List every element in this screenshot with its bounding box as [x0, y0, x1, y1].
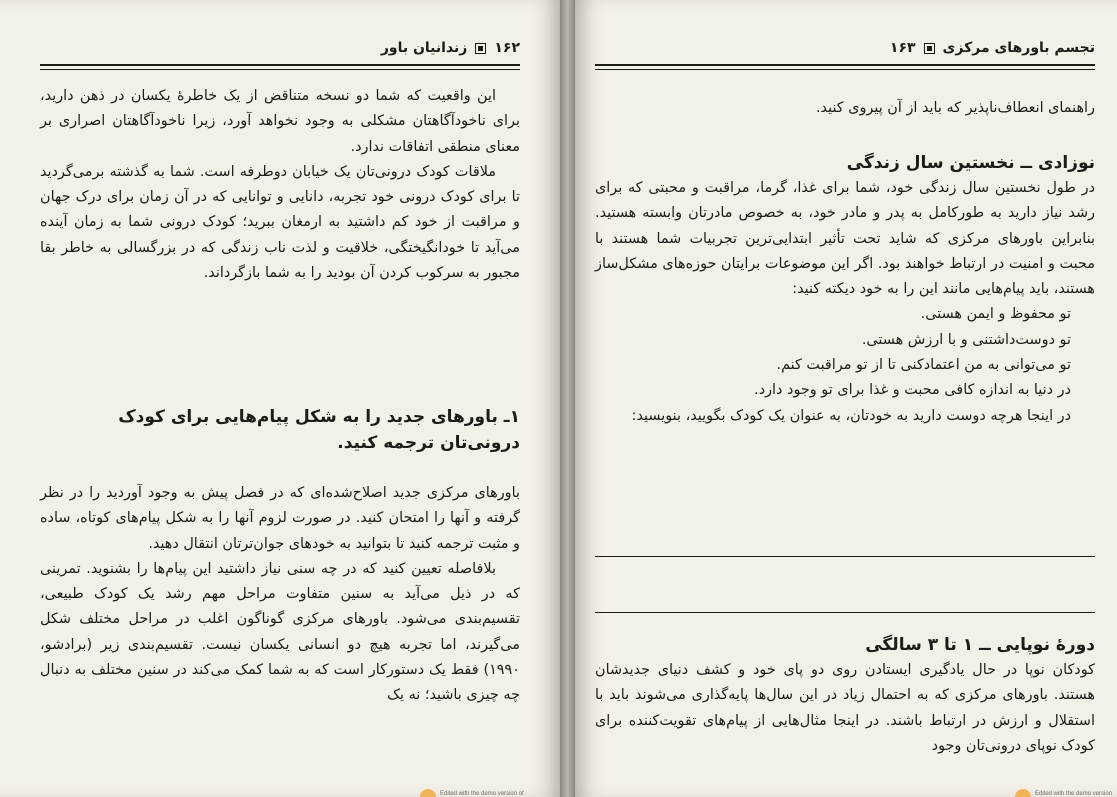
left-page-number: ۱۶۲	[494, 40, 520, 56]
right-page	[575, 0, 1117, 797]
writing-line[interactable]	[595, 556, 1095, 557]
paragraph: کودکان نوپا در حال یادگیری ایستادن روی دو پای خود و کشف دنیای جدیدشان هستند. باورهای مرکزی که به احتمال زیاد در این سال‌ها پایه‌گذاری می‌شوند باید با استقلال و ارزش در ارتباط باشند. در اینجا مثال‌هایی از پیام‌های تقویت‌کننده برای کودک نوپای درونی‌تان وجود	[595, 662, 1095, 754]
list-item: تو دوست‌داشتنی و با ارزش هستی.	[861, 331, 1071, 348]
message-list	[595, 302, 1095, 403]
section-heading: دورهٔ نوپایی ــ ۱ تا ۳ سالگی	[865, 635, 1095, 655]
watermark-logo-icon	[1015, 789, 1031, 797]
paragraph: ملاقات کودک درونی‌تان یک خیابان دوطرفه است. شما به گذشته برمی‌گردید تا برای کودک درونی خود تجربه، دانایی و توانایی که در آن زمان برای درک جهان و مراقبت از خود کم داشتید به ارمغان ببرید؛ کودک درونی شما به زمان آینده می‌آید تا خودانگیختگی، خلاقیت و لذت ناب زندگی که در بزرگسالی به خاطر بقا مجبور به سرکوب کردن آن بودید را به شما بازگرداند.	[40, 163, 520, 282]
paragraph: در طول نخستین سال زندگی خود، شما برای غذا، گرما، مراقبت و محبتی که برای رشد نیاز دارید به طورکامل به پدر و مادر خود، به خصوص مادرتان وابسته هستید. بنابراین باورهای مرکزی که شاید تحت تأثیر ابتدایی‌ترین تجربیات شما هستند با محبت و امنیت در ارتباط خواهند بود. اگر این موضوعات برایتان حوزه‌های مشکل‌ساز هستند، باید پیام‌هایی مانند این را به خود دیکته کنید:	[595, 180, 1095, 298]
left-running-head	[381, 36, 520, 60]
left-body-top	[40, 84, 520, 286]
right-section-infancy	[595, 150, 1095, 429]
writing-line[interactable]	[595, 612, 1095, 613]
paragraph: این واقعیت که شما دو نسخه متناقض از یک خاطرهٔ یکسان در ذهن دارید، برای ناخودآگاهتان مشکلی به وجود نخواهد آورد، زیرا ناخودآگاهتان اصراری بر معنای منطقی اتفاقات ندارد.	[40, 88, 520, 155]
paragraph: بلافاصله تعیین کنید که در چه سنی نیاز داشتید این پیام‌ها را بشنوید. تمرینی که در ذیل می‌آید به سنین متفاوت مراحل مهم رشد یک کودک طبیعی، تقسیم‌بندی می‌شود. باورهای مرکزی گوناگون اغلب در مراحل مختلف شکل می‌گیرند، اما تجربه هیچ دو انسانی یکسان نیست. تقسیم‌بندی زیر (برادشو، ۱۹۹۰) فقط یک دستورکار است که به شما کمک می‌کند در سنین مختلف به دنبال چه چیزی باشید؛ نه یک	[40, 560, 520, 704]
header-rule	[40, 64, 520, 70]
right-intro	[595, 96, 1095, 121]
book-gutter	[560, 0, 575, 797]
right-section-toddler	[595, 632, 1095, 759]
list-item: تو می‌توانی به من اعتمادکنی تا از تو مراقبت کنم.	[776, 357, 1071, 374]
header-rule	[595, 64, 1095, 70]
paragraph: راهنمای انعطاف‌ناپذیر که باید از آن پیروی کنید.	[815, 100, 1095, 116]
paragraph: باورهای مرکزی جدید اصلاح‌شده‌ای که در فصل پیش به وجود آوردید را در نظر گرفته و آنها را امتحان کنید. در صورت لزوم آنها را به شکل پیام‌های کوتاه، ساده و مثبت ترجمه کنید تا بتوانید به خودهای جوان‌ترتان انتقال دهید.	[40, 485, 520, 552]
section-heading: نوزادی ــ نخستین سال زندگی	[846, 153, 1095, 173]
left-body-bottom	[40, 481, 520, 709]
right-page-number: ۱۶۳	[889, 40, 916, 56]
section-heading: ۱ـ باورهای جدید را به شکل پیام‌هایی برای کودک درونی‌تان ترجمه کنید.	[118, 407, 520, 453]
watermark-logo-icon	[420, 789, 436, 797]
watermark-stamp: Edited with the demo version of	[420, 789, 524, 797]
ornament-square-icon	[475, 43, 486, 54]
list-item: تو محفوظ و ایمن هستی.	[920, 306, 1071, 323]
watermark-stamp: Edited with the demo version	[1015, 789, 1112, 797]
write-prompt: در اینجا هرچه دوست دارید به خودتان، به عنوان یک کودک بگویید، بنویسید:	[631, 407, 1071, 424]
left-section	[40, 404, 520, 456]
right-chapter-title: تجسم باورهای مرکزی	[942, 40, 1095, 56]
list-item: در دنیا به اندازه کافی محبت و غذا برای تو وجود دارد.	[754, 382, 1071, 399]
right-running-head	[890, 36, 1095, 60]
left-book-title: زندانیان باور	[380, 40, 468, 56]
ornament-square-icon	[924, 43, 935, 54]
